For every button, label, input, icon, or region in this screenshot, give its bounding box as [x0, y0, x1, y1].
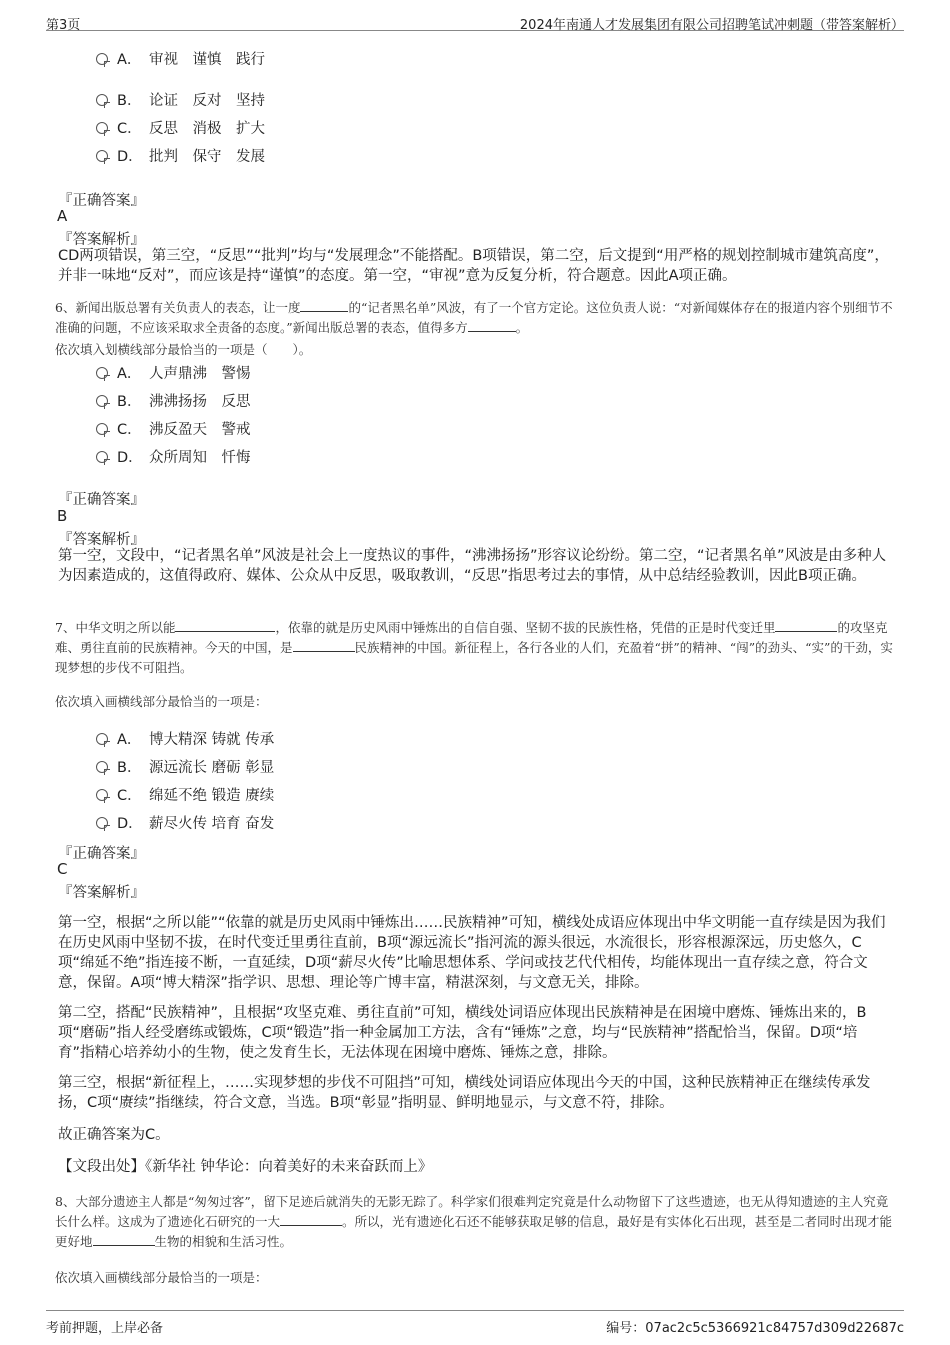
- radio-icon[interactable]: [96, 761, 108, 773]
- q7-stem: 7、中华文明之所以能 ，依靠的就是历史风雨中锤炼出的自信自强、坚韧不拔的民族性格，凭借的正是时代变迁里 的攻坚克难、勇往直前的民族精神。今天的中国，是 民族精神的中国。新征程上，各行各业的人们，充盈着“拼”的精神、“闯”的劲头、“实”的干劲，实现梦想的步伐不可阻挡。: [55, 620, 893, 675]
- q8-stem: 8、大部分遗迹主人都是“匆匆过客”，留下足迹后就消失的无影无踪了。科学家们很难判定究竟是什么动物留下了这些遗迹，也无从得知遗迹的主人究竟长什么样。这成为了遗迹化石研究的一大 。所以，光有遗迹化石还不能够获取足够的信息，最好是有实体化石出现，甚至是二者同时出现才能更好地 生物的相貌和生活习性。: [55, 1194, 893, 1249]
- q5-analysis-label: 『答案解析』: [58, 232, 145, 248]
- q7-source: 【文段出处】《新华社 钟华论：向着美好的未来奋跃而上》: [58, 1159, 433, 1175]
- q7-option-d[interactable]: D． 薪尽火传 培育 奋发: [96, 812, 274, 833]
- q7-option-c[interactable]: C． 绵延不绝 锻造 赓续: [96, 784, 274, 805]
- radio-icon[interactable]: [96, 817, 108, 829]
- q8-instruction: 依次填入画横线部分最恰当的一项是：: [55, 1270, 268, 1285]
- q6-analysis-label: 『答案解析』: [58, 532, 145, 548]
- q6-option-d[interactable]: D． 众所周知 忏悔: [96, 446, 251, 467]
- q7-answer-label: 『正确答案』: [58, 846, 145, 862]
- radio-icon[interactable]: [96, 53, 108, 65]
- radio-icon[interactable]: [96, 367, 108, 379]
- radio-icon[interactable]: [96, 122, 108, 134]
- q6-stem: 6、新闻出版总署有关负责人的表态，让一度 的“记者黑名单”风波，有了一个官方定论。这位负责人说：“对新闻媒体存在的报道内容个别细节不准确的问题，不应该采取求全责备的态度。”新闻出版总署的表态，值得多方 。: [55, 300, 893, 335]
- q7-analysis-label: 『答案解析』: [58, 885, 145, 901]
- q6-answer-label: 『正确答案』: [58, 492, 145, 508]
- q6-answer: B: [57, 507, 68, 525]
- q5-analysis: CD两项错误，第三空，“反思”“批判”均与“发展理念”不能搭配。B项错误，第二空，后文提到“用严格的规划控制城市建筑高度”，并非一味地“反对”，而应该是持“谨慎”的态度。第一空，“审视”意为反复分析，符合题意。因此A项正确。: [58, 248, 889, 284]
- radio-icon[interactable]: [96, 395, 108, 407]
- q5-option-d[interactable]: D． 批判 保守 发展: [96, 145, 265, 166]
- q5-option-b[interactable]: B． 论证 反对 坚持: [96, 89, 265, 110]
- q7-conclusion: 故正确答案为C。: [58, 1127, 170, 1143]
- q5-option-a[interactable]: A． 审视 谨慎 践行: [96, 48, 265, 69]
- q5-answer: A: [57, 207, 68, 225]
- radio-icon[interactable]: [96, 789, 108, 801]
- q5-answer-label: 『正确答案』: [58, 193, 145, 209]
- page-footer: [46, 1310, 904, 1341]
- q7-option-a[interactable]: A． 博大精深 铸就 传承: [96, 728, 274, 749]
- q7-analysis-paragraph-3: 第三空，根据“新征程上，……实现梦想的步伐不可阻挡”可知，横线处词语应体现出今天的中国，这种民族精神正在继续传承发扬，C项“赓续”指继续，符合文意，当选。B项“彰显”指明显、鲜明地显示，与文意不符，排除。: [58, 1075, 871, 1111]
- q6-instruction: 依次填入划横线部分最恰当的一项是（ ）。: [55, 342, 312, 357]
- q7-option-b[interactable]: B． 源远流长 磨砺 彰显: [96, 756, 274, 777]
- document-code: 编号：07ac2c5c5366921c84757d309d22687c: [606, 1321, 904, 1336]
- q7-instruction: 依次填入画横线部分最恰当的一项是：: [55, 694, 268, 709]
- radio-icon[interactable]: [96, 94, 108, 106]
- q6-analysis: 第一空，文段中，“记者黑名单”风波是社会上一度热议的事件，“沸沸扬扬”形容议论纷纷。第二空，“记者黑名单”风波是由多种人为因素造成的，这值得政府、媒体、公众从中反思，吸取教训，“反思”指思考过去的事情，从中总结经验教训，因此B项正确。: [58, 548, 887, 584]
- q6-option-a[interactable]: A． 人声鼎沸 警惕: [96, 362, 251, 383]
- radio-icon[interactable]: [96, 423, 108, 435]
- q6-option-c[interactable]: C． 沸反盈天 警戒: [96, 418, 251, 439]
- q5-option-c[interactable]: C． 反思 消极 扩大: [96, 117, 265, 138]
- q7-analysis-paragraph-2: 第二空，搭配“民族精神”，且根据“攻坚克难、勇往直前”可知，横线处词语应体现出民族精神是在困境中磨炼、锤炼出来的，B项“磨砺”指人经受磨练或锻炼，C项“锻造”指一种金属加工方法，含有“锤炼”之意，均与“民族精神”搭配恰当，保留。D项“培育”指精心培养幼小的生物，使之发育生长，无法体现在困境中磨炼、锤炼之意，排除。: [58, 1005, 867, 1061]
- document-title: 2024年南通人才发展集团有限公司招聘笔试冲刺题（带答案解析）: [519, 18, 904, 33]
- q6-option-b[interactable]: B． 沸沸扬扬 反思: [96, 390, 251, 411]
- footer-slogan: 考前押题，上岸必备: [46, 1321, 164, 1336]
- page-number: 第3页: [46, 18, 81, 33]
- q7-answer: C: [57, 860, 68, 878]
- radio-icon[interactable]: [96, 451, 108, 463]
- q7-analysis-paragraph-1: 第一空，根据“之所以能”“依靠的就是历史风雨中锤炼出……民族精神”可知，横线处成语应体现出中华文明能一直存续是因为我们在历史风雨中坚韧不拔，在时代变迁里勇往直前，B项“源远流长”指河流的源头很远，水流很长，形容根源深远，历史悠久，C项“绵延不绝”指连接不断，一直延续，D项“薪尽火传”比喻思想体系、学问或技艺代代相传，均能体现出一直存续之意，符合文意，保留。A项“博大精深”指学识、思想、理论等广博丰富，精湛深刻，与文意无关，排除。: [58, 915, 886, 991]
- radio-icon[interactable]: [96, 733, 108, 745]
- page-header: [46, 0, 904, 31]
- radio-icon[interactable]: [96, 150, 108, 162]
